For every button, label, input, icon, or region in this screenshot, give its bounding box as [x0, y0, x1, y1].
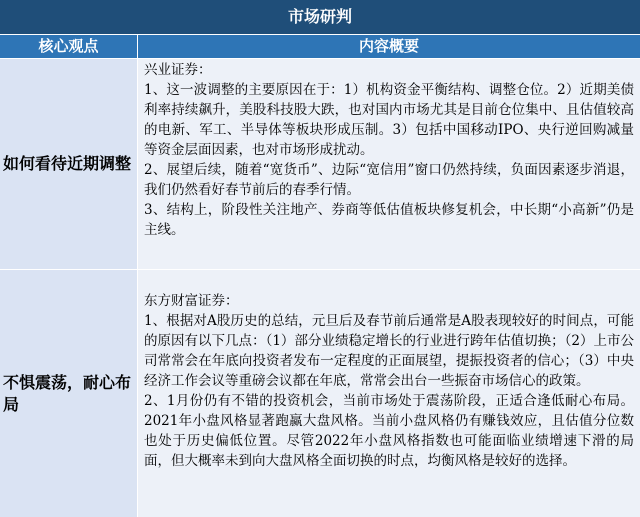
table-header-row — [0, 35, 640, 58]
row-content-cell — [138, 59, 640, 269]
table-row — [0, 59, 640, 269]
row-label-cell — [0, 59, 137, 269]
row-label: 不惧震荡，耐心布局 — [3, 372, 132, 414]
content-paragraph: 2、展望后续，随着“宽货币”、边际“宽信用”窗口仍然持续，负面因素逐步消退，我们仍然看好春节前后的春季行情。 — [144, 162, 634, 198]
content-paragraph: 1、根据对A股历史的总结，元旦后及春节前后通常是A股表现较好的时间点，可能的原因有以下几点：（1）部分业绩稳定增长的行业进行跨年估值切换；（2）上市公司常常会在年底向投资者发布一定程度的正面展望，提振投资者的信心；（3）中央经济工作会议等重磅会议都在年底，常常会出台一些振奋市场信心的政策。 — [144, 313, 634, 389]
table-row — [0, 270, 640, 517]
header-core-view: 核心观点 — [38, 37, 99, 55]
content-paragraph: 1、这一波调整的主要原因在于：1）机构资金平衡结构、调整仓位。2）近期美债利率持续飙升，美股科技股大跌，也对国内市场尤其是目前仓位集中、且估值较高的电新、军工、半导体等板块形成压制。3）包括中国移动IPO、央行逆回购减量等资金层面因素，也对市场形成扰动。 — [144, 82, 634, 158]
content-paragraph: 3、结构上，阶段性关注地产、券商等低估值板块修复机会，中长期“小高新”仍是主线。 — [144, 202, 634, 238]
row-content-cell — [138, 270, 640, 517]
table-title: 市场研判 — [0, 0, 640, 34]
row-label-cell — [0, 270, 137, 517]
spacer — [144, 271, 634, 291]
row-label: 如何看待近期调整 — [3, 154, 132, 173]
header-content-summary: 内容概要 — [358, 37, 419, 55]
content-paragraph: 2、1月份仍有不错的投资机会，当前市场处于震荡阶段，正适合逢低耐心布局。2021年小盘风格显著跑赢大盘风格。当前小盘风格仍有赚钱效应，且估值分位数也处于历史偏低位置。尽管2022年小盘风格指数也可能面临业绩增速下滑的局面，但大概率未到向大盘风格全面切换的时点，均衡风格是较好的选择。 — [144, 393, 634, 469]
source-name: 东方财富证券： — [144, 293, 239, 309]
source-name: 兴业证券： — [144, 62, 212, 78]
